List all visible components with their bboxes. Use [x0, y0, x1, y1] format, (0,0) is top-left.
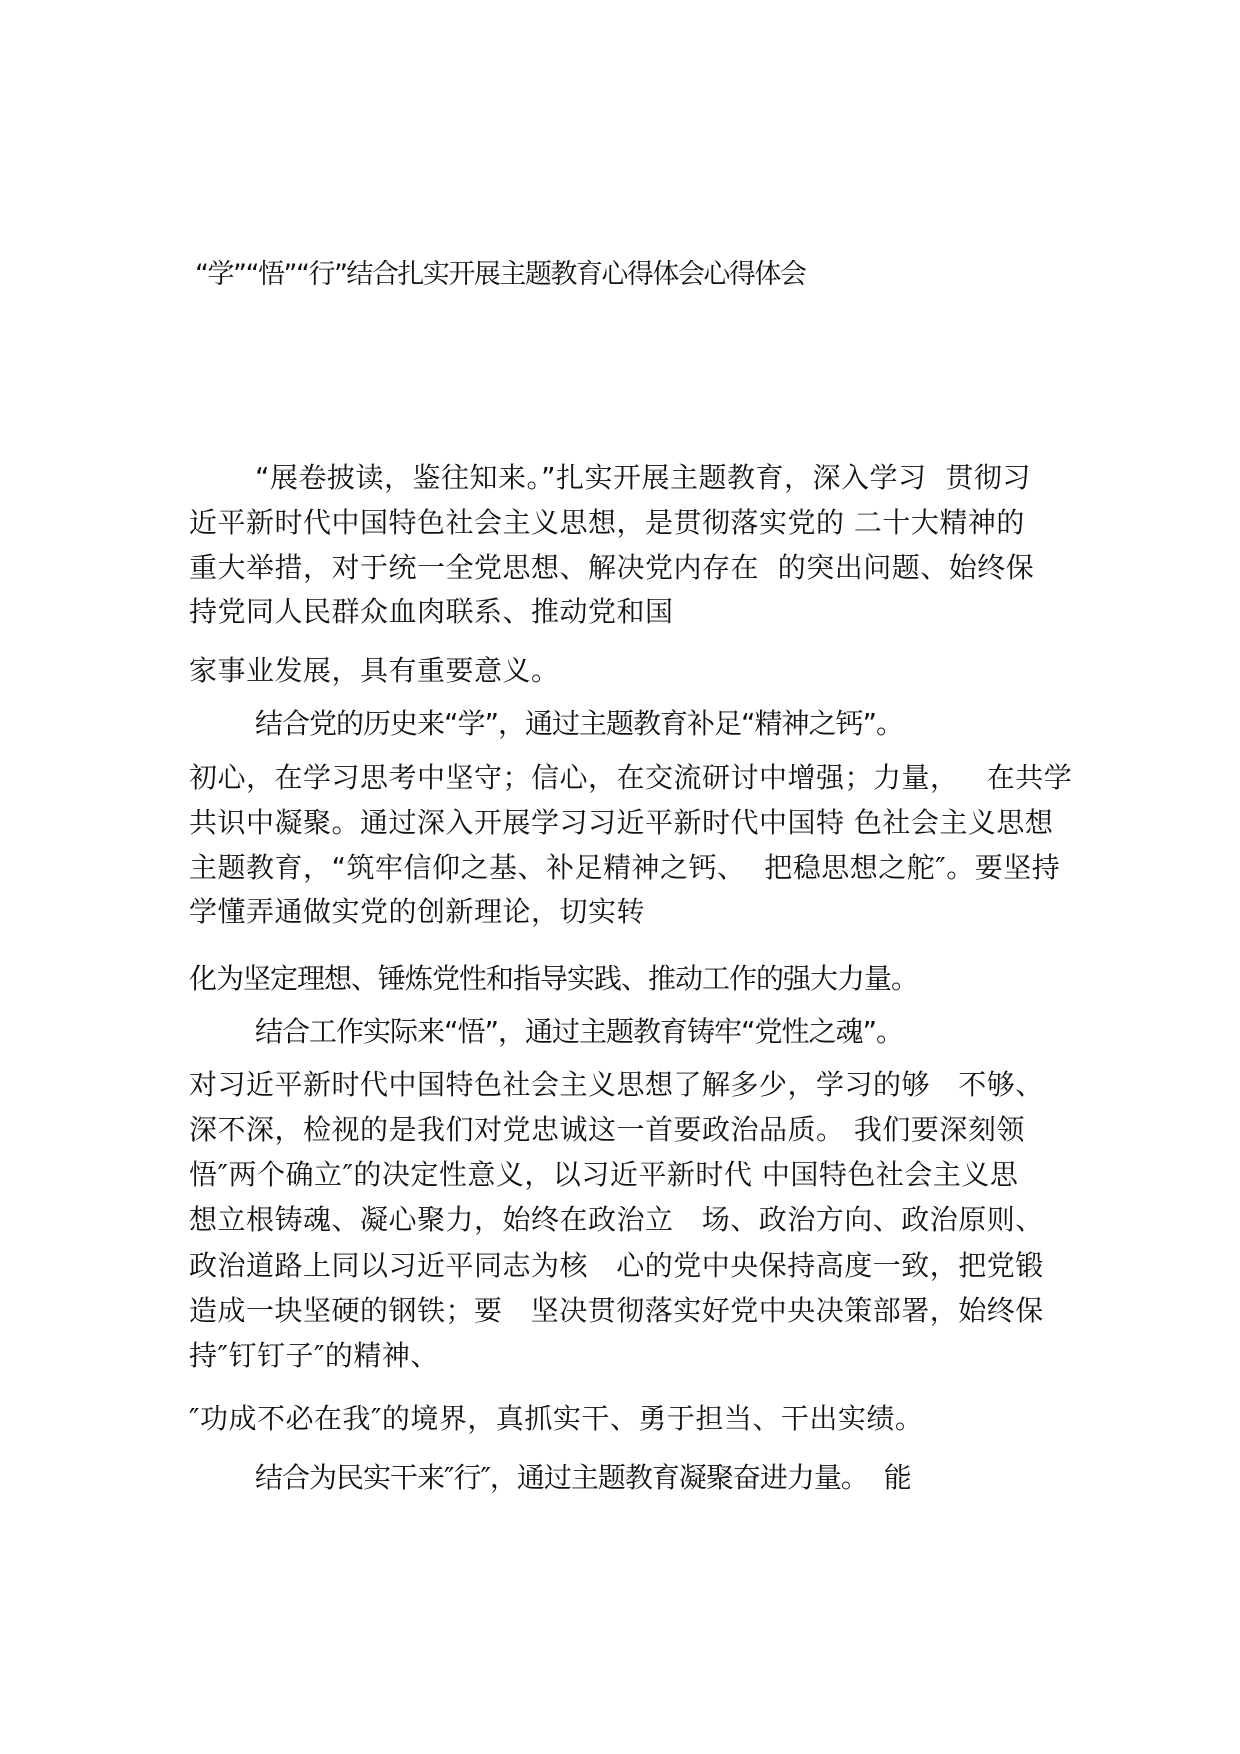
document-title: “学”“悟”“行”结合扎实开展主题教育心得体会心得体会	[195, 259, 806, 290]
paragraph-line: 重大举措，对于统一全党思想、解决党内存在 的突出问题、始终保	[189, 551, 1035, 584]
paragraph-line: 主题教育，“筑牢信仰之基、补足精神之钙、 把稳思想之舵″。要坚持	[189, 851, 1061, 884]
paragraph-line: 共识中凝聚。通过深入开展学习习近平新时代中国特 色社会主义思想	[189, 806, 1054, 839]
paragraph-line: 深不深，检视的是我们对党忠诚这一首要政治品质。 我们要深刻领	[189, 1113, 1025, 1146]
section-heading-understand: 结合工作实际来“悟”，通过主题教育铸牢“党性之魂”。	[255, 1015, 904, 1048]
paragraph-line: 学懂弄通做实党的创新理论，切实转	[189, 895, 646, 928]
paragraph-line: 家事业发展，具有重要意义。	[189, 654, 560, 687]
paragraph-line: 想立根铸魂、凝心聚力，始终在政治立 场、政治方向、政治原则、	[189, 1203, 1044, 1236]
paragraph-line: 持″钉钉子″的精神、	[189, 1339, 439, 1372]
paragraph-line: “展卷披读，鉴往知来。”扎实开展主题教育，深入学习 贯彻习	[255, 461, 1031, 494]
paragraph-line: 悟″两个确立″的决定性意义，以习近平新时代 中国特色社会主义思	[189, 1158, 1019, 1191]
paragraph-line: 化为坚定理想、锤炼党性和指导实践、推动工作的强大力量。	[189, 962, 919, 995]
paragraph-line: ″功成不必在我″的境界，真抓实干、勇于担当、干出实绩。	[189, 1402, 924, 1435]
section-heading-act: 结合为民实干来″行″，通过主题教育凝聚奋进力量。 能	[255, 1461, 911, 1494]
paragraph-line: 初心，在学习思考中坚守；信心，在交流研讨中增强；力量， 在共学	[189, 761, 1073, 794]
paragraph-line: 近平新时代中国特色社会主义思想，是贯彻落实党的 二十大精神的	[189, 506, 1025, 539]
paragraph-line: 持党同人民群众血肉联系、推动党和国	[189, 595, 674, 628]
paragraph-line: 对习近平新时代中国特色社会主义思想了解多少，学习的够 不够、	[189, 1068, 1044, 1101]
paragraph-line: 造成一块坚硬的钢铁；要 坚决贯彻落实好党中央决策部署，始终保	[189, 1294, 1044, 1327]
section-heading-learn: 结合党的历史来“学”，通过主题教育补足“精神之钙”。	[255, 707, 904, 740]
paragraph-line: 政治道路上同以习近平同志为核 心的党中央保持高度一致，把党锻	[189, 1249, 1044, 1282]
